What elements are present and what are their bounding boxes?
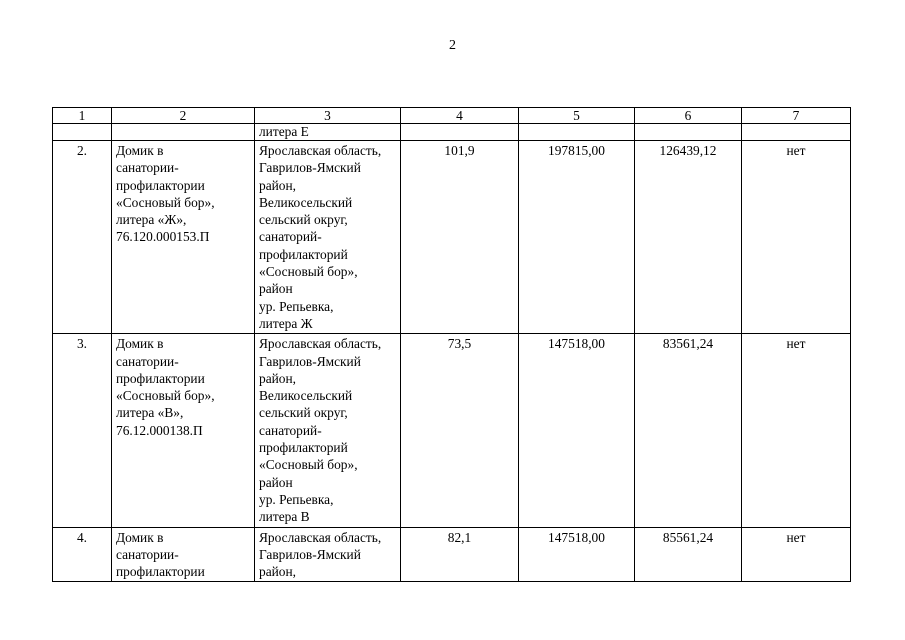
object-name-line: 76.120.000153.П [116, 229, 210, 245]
object-name-line: литера «В», [116, 405, 184, 421]
object-address-line: сельский округ, [259, 212, 348, 228]
col7-value: нет [742, 141, 851, 334]
continuation-cell: литера Е [255, 124, 401, 141]
object-address-line: Великосельский [259, 388, 353, 404]
header-cell: 4 [401, 108, 519, 124]
residual-value: 126439,12 [635, 141, 742, 334]
table-row [53, 334, 851, 527]
object-name-line: Домик в [116, 336, 164, 352]
header-cell: 5 [519, 108, 635, 124]
header-cell: 2 [112, 108, 255, 124]
continuation-cell [401, 124, 519, 141]
object-address-line: сельский округ, [259, 405, 348, 421]
col7-value: нет [742, 527, 851, 582]
header-cell: 7 [742, 108, 851, 124]
object-address-line: Гаврилов-Ямский [259, 546, 361, 562]
book-value: 147518,00 [519, 527, 635, 582]
object-address-line: ур. Репьевка, [259, 491, 334, 507]
header-cell: 6 [635, 108, 742, 124]
object-name-line: «Сосновый бор», [116, 388, 215, 404]
object-address-line: Гаврилов-Ямский [259, 160, 361, 176]
object-address-line: «Сосновый бор», [259, 264, 358, 280]
row-number: 2. [53, 141, 112, 334]
continuation-cell [112, 124, 255, 141]
object-name-line: санатории- [116, 353, 179, 369]
book-value: 147518,00 [519, 334, 635, 527]
object-address-line: профилакторий [259, 440, 348, 456]
object-address-line: Гаврилов-Ямский [259, 353, 361, 369]
header-cell: 1 [53, 108, 112, 124]
book-value: 197815,00 [519, 141, 635, 334]
object-address-line: «Сосновый бор», [259, 457, 358, 473]
header-cell: 3 [255, 108, 401, 124]
object-address-line: ур. Репьевка, [259, 298, 334, 314]
area-value: 73,5 [401, 334, 519, 527]
object-name-line: профилактории [116, 370, 205, 386]
residual-value: 83561,24 [635, 334, 742, 527]
object-name-line: санатории- [116, 546, 179, 562]
continuation-cell [519, 124, 635, 141]
header-row [53, 108, 851, 124]
object-name-line: Домик в [116, 143, 164, 158]
object-name-line: санатории- [116, 160, 179, 176]
property-table [52, 107, 851, 582]
continuation-cell [742, 124, 851, 141]
object-address-line: район [259, 281, 293, 297]
residual-value: 85561,24 [635, 527, 742, 582]
object-name-line: литера «Ж», [116, 212, 187, 228]
continuation-cell [53, 124, 112, 141]
object-name [112, 141, 255, 334]
object-name-line: профилактории [116, 177, 205, 193]
area-value: 82,1 [401, 527, 519, 582]
table-row [53, 141, 851, 334]
continuation-cell [635, 124, 742, 141]
object-name [112, 334, 255, 527]
object-address-line: Ярославская область, [259, 336, 382, 352]
row-number: 3. [53, 334, 112, 527]
object-address-line: санаторий- [259, 422, 322, 438]
row-number: 4. [53, 527, 112, 582]
object-address-line: профилакторий [259, 246, 348, 262]
object-address-line: Великосельский [259, 194, 353, 210]
object-name-line: Домик в [116, 529, 164, 545]
area-value: 101,9 [401, 141, 519, 334]
object-address [255, 141, 401, 334]
object-address-line: литера В [259, 509, 310, 525]
object-address-line: район [259, 474, 293, 490]
object-address-line: район, [259, 564, 297, 580]
col7-value: нет [742, 334, 851, 527]
object-address [255, 527, 401, 582]
page-number: 2 [449, 38, 456, 53]
object-name-line: 76.12.000138.П [116, 422, 203, 438]
object-address [255, 334, 401, 527]
object-address-line: Ярославская область, [259, 143, 382, 158]
object-name-line: «Сосновый бор», [116, 194, 215, 210]
object-address-line: санаторий- [259, 229, 322, 245]
object-address-line: Ярославская область, [259, 529, 382, 545]
object-name-line: профилактории [116, 564, 205, 580]
object-address-line: литера Ж [259, 315, 313, 331]
object-address-line: район, [259, 177, 297, 193]
continuation-row [53, 124, 851, 141]
object-name [112, 527, 255, 582]
table-row [53, 527, 851, 582]
object-address-line: район, [259, 370, 297, 386]
